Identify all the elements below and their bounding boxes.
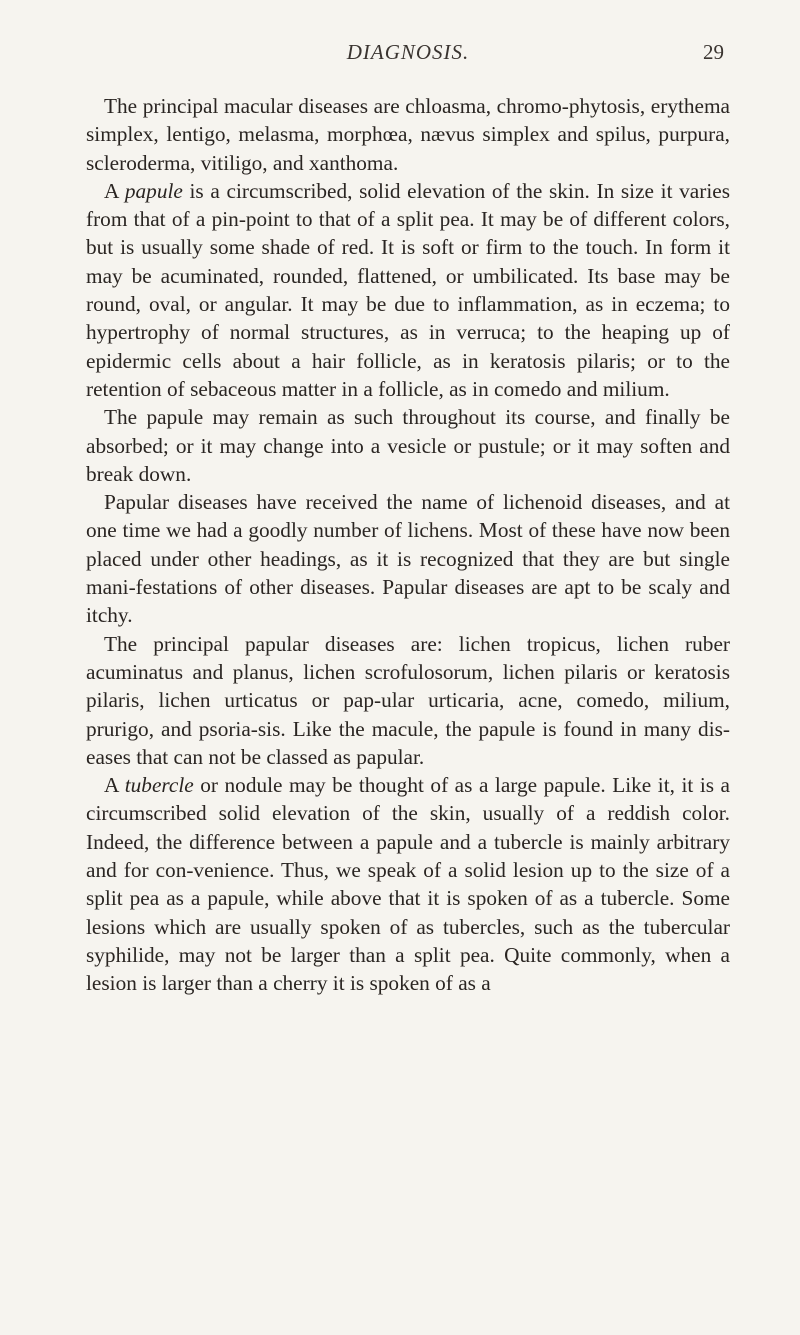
paragraph-text: The principal macular diseases are chloasma, chromo-phytosis, erythema simplex, lentigo, melasma, morphœa, nævus simplex and spilus, purpura, scleroderma, vitiligo, and xanthoma.	[86, 94, 730, 175]
paragraph-text: or nodule may be thought of as a large papule. Like it, it is a circumscribed solid elevation of the skin, usually of a reddish color. Indeed, the difference between a papule and a tubercle is mainly arbitrary and for con-venience. Thus, we speak of a solid lesion up to the size of a split pea as a papule, while above that it is spoken of as a tubercle. Some lesions which are usually spoken of as tubercles, such as the tubercular syphilide, may not be larger than a split pea. Quite commonly, when a lesion is larger than a cherry it is spoken of as a	[86, 773, 730, 996]
running-title: DIAGNOSIS.	[346, 40, 470, 64]
paragraph-text: The papule may remain as such throughout its course, and finally be absorbed; or it may change into a vesicle or pustule; or it may soften and break down.	[86, 405, 730, 486]
paragraph-papule-course	[86, 403, 730, 488]
paragraph-lichenoid-diseases	[86, 488, 730, 629]
book-page	[86, 40, 730, 998]
term-tubercle: tubercle	[124, 773, 194, 798]
paragraph-text: is a circumscribed, solid elevation of the skin. In size it varies from that of a pin-point to that of a split pea. It may be of different colors, but is usually some shade of red. It is soft or firm to the touch. In form it may be acuminated, rounded, flattened, or umbilicated. Its base may be round, oval, or angular. It may be due to inflammation, as in eczema; to hypertrophy of normal structures, as in verruca; to the heaping up of epidermic cells about a hair follicle, as in keratosis pilaris; or to the retention of sebaceous matter in a follicle, as in comedo and milium.	[86, 178, 731, 401]
paragraph-text: The principal papular diseases are: lichen tropicus, lichen ruber acuminatus and planus, lichen scrofulosorum, lichen pilaris or keratosis pilaris, lichen urticatus or pap-ular urticaria, acne, comedo, milium, prurigo, and psoria-sis. Like the macule, the papule is found in many dis-eases that can not be classed as papular.	[86, 631, 730, 769]
page-header	[86, 40, 730, 80]
paragraph-text: Papular diseases have received the name of lichenoid diseases, and at one time we had a goodly number of lichens. Most of these have now been placed under other headings, as it is recognized that they are but single mani-festations of other diseases. Papular diseases are apt to be scaly and itchy.	[86, 490, 730, 628]
paragraph-lead: A	[104, 178, 125, 203]
page-number: 29	[703, 40, 724, 64]
body-text	[86, 92, 730, 998]
paragraph-tubercle-definition	[86, 771, 730, 997]
term-papule: papule	[124, 178, 183, 203]
paragraph-macular-diseases	[86, 92, 730, 177]
paragraph-papular-diseases	[86, 630, 730, 771]
paragraph-lead: A	[104, 773, 125, 798]
paragraph-papule-definition	[86, 177, 730, 403]
